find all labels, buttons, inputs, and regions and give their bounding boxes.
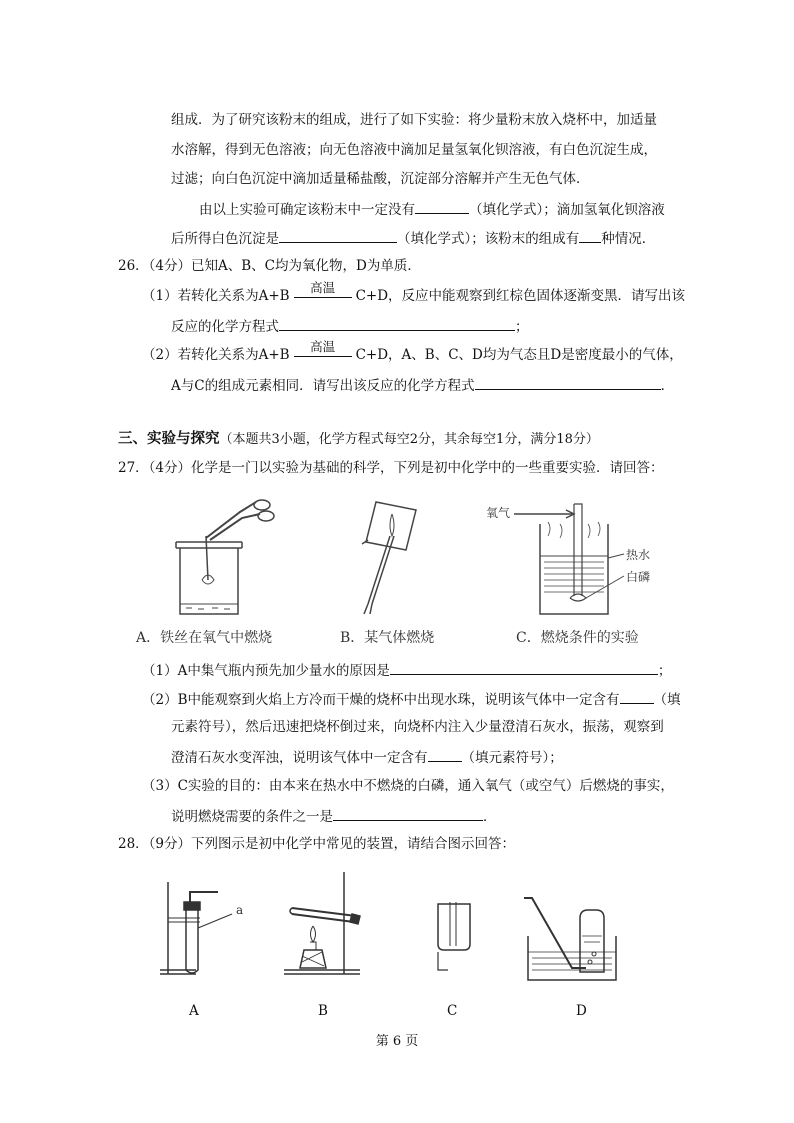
q27-stem: 27．（4分）化学是一门以实验为基础的科学，下列是初中化学中的一些重要实验．请回答： [118,460,664,476]
q25-line5 [171,228,655,248]
q25-line4 [199,199,665,219]
reaction-condition-label: 高温 [310,339,336,354]
label-hot-water: 热水 [626,548,651,562]
q26-blank-equation2[interactable] [475,375,661,390]
apparatus-label-c: C [447,1003,458,1019]
page-number: 第 6 页 [375,1034,419,1049]
q26-p2-text-d: ． [660,378,675,394]
caption-c: C．燃烧条件的实验 [516,630,639,646]
figure-iron-wire-burning [168,496,278,620]
q26-part1-line2 [171,316,529,336]
gas-tube [368,536,394,604]
figure-gas-burning [348,496,428,620]
apparatus-d [522,896,622,986]
reaction-condition-arrow [290,339,356,364]
q27-blank-element2[interactable] [428,747,462,762]
flame-icon [390,514,394,536]
q27-blank-water-reason[interactable] [390,660,658,675]
glass-plate [176,542,242,548]
q27-p2-text-e: （填元素符号）； [461,750,563,766]
apparatus-label-d: D [576,1003,587,1019]
figure-combustion-condition [484,496,654,620]
q27-part3: （3）C实验的目的：由本来在热水中不燃烧的白磷，通入氧气（或空气）后燃烧的事实， [142,778,674,794]
glass-tube [574,504,582,596]
q26-p1-text-c: 反应的化学方程式 [171,319,279,335]
white-phosphorus [570,594,586,601]
reaction-condition-label: 高温 [310,280,336,295]
q27-blank-element1[interactable] [620,689,654,704]
apparatus-label-b: B [318,1003,328,1019]
apparatus-b [282,870,372,980]
q26-p1-text-a: （1）若转化关系为A+B [142,288,290,304]
q25-line4-text-a: 由以上实验可确定该粉末中一定没有 [199,202,415,218]
q26-part1 [142,280,686,305]
label-oxygen: 氧气 [486,506,511,520]
apparatus-a [156,878,266,978]
apparatus-c [424,900,484,980]
q27-p2-text-b: （填 [653,692,681,708]
inverted-beaker [366,502,416,550]
q26-blank-equation1[interactable] [279,316,515,331]
q25-blank-count[interactable] [579,228,601,243]
q27-p3-text-b: 说明燃烧需要的条件之一是 [171,809,333,825]
q27-p1-text-b: ； [657,663,672,679]
q25-line1: 组成．为了研究该粉末的组成，进行了如下实验：将少量粉末放入烧杯中，加适量 [171,112,657,128]
q27-p2-text-a: （2）B中能观察到火焰上方冷而干燥的烧杯中出现水珠，说明该气体中一定含有 [142,692,620,708]
q27-part2 [142,689,681,709]
label-tube-a: a [236,903,244,917]
q27-p1-text-a: （1）A中集气瓶内预先加少量水的原因是 [142,663,390,679]
q25-line5-text-c: 种情况． [601,231,656,247]
q25-line4-text-b: （填化学式）；滴加氢氧化钡溶液 [469,202,665,218]
q25-line3: 过滤；向白色沉淀中滴加适量稀盐酸，沉淀部分溶解并产生无色气体． [171,171,590,187]
crucible-tongs [206,502,256,538]
q26-part2 [142,339,683,364]
q25-line5-text-a: 后所得白色沉淀是 [171,231,279,247]
q27-blank-condition[interactable] [333,806,483,821]
q27-part1 [142,660,671,680]
reaction-condition-arrow [290,280,356,305]
section-heading [118,430,599,449]
q26-p1-text-b: C+D，反应中能观察到红棕色固体逐渐变黑．请写出该 [355,288,686,304]
label-white-phosphorus: 白磷 [626,570,651,584]
q26-p2-text-a: （2）若转化关系为A+B [142,347,290,363]
caption-b: B．某气体燃烧 [340,630,435,646]
delivery-tube [524,898,586,968]
q26-p2-text-b: C+D，A、B、C、D均为气态且D是密度最小的气体， [355,347,683,363]
q25-line5-text-b: （填化学式）；该粉末的组成有 [397,231,580,247]
q26-p1-text-d: ； [515,319,529,335]
q27-p2-text-d: 澄清石灰水变浑浊，说明该气体中一定含有 [171,750,428,766]
q27-part3-line2 [171,806,497,826]
q26-part2-line2 [171,375,674,395]
q25-line2: 水溶解，得到无色溶液；向无色溶液中滴加足量氢氧化钡溶液，有白色沉淀生成， [171,142,657,158]
q27-p3-text-c: ． [483,809,497,825]
section-note: （本题共3小题，化学方程式每空2分，其余每空1分，满分18分） [219,432,599,447]
q26-stem: 26．（4分）已知A、B、C均为氧化物，D为单质． [118,258,421,274]
q25-blank-precipitate[interactable] [279,228,397,243]
q26-p2-text-c: A与C的组成元素相同．请写出该反应的化学方程式 [171,378,475,394]
apparatus-label-a: A [189,1003,199,1019]
q28-stem: 28．（9分）下列图示是初中化学中常见的装置，请结合图示回答： [118,836,516,852]
section-title: 三、实验与探究 [118,430,220,447]
q25-blank-absent[interactable] [415,199,469,214]
iron-stand [284,872,360,974]
q27-part2-line3 [171,747,563,767]
horizontal-test-tube [292,908,356,922]
gas-collecting-bottle [438,904,470,950]
caption-a: A．铁丝在氧气中燃烧 [136,630,273,646]
q27-part2-line2: 元素符号），然后迅速把烧杯倒过来，向烧杯内注入少量澄清石灰水，振荡，观察到 [171,719,664,735]
